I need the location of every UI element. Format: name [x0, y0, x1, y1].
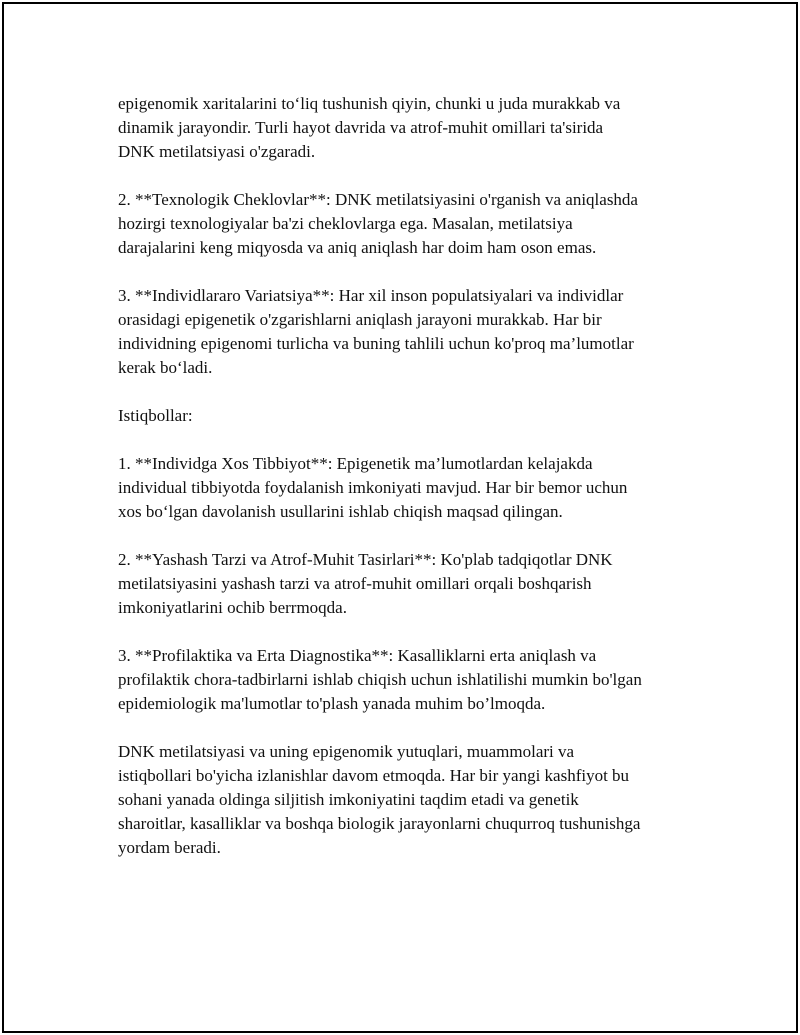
section-heading-prospects: Istiqbollar:: [118, 406, 193, 425]
paragraph-prevention-diagnostics: 3. **Profilaktika va Erta Diagnostika**: Kasalliklarni erta aniqlash va profilaktik chora-tadbirlarni ishlab chiqish uchun ishlatilishi mumkin bo'lgan epidemiologik ma'lumotlar to'plash yanada muhim bo’lmoqda.: [118, 646, 642, 713]
document-body: [118, 92, 698, 884]
paragraph-conclusion: DNK metilatsiyasi va uning epigenomik yutuqlari, muammolari va istiqbollari bo'yicha izlanishlar davom etmoqda. Har bir yangi kashfiyot bu sohani yanada oldinga siljitish imkoniyatini taqdim etadi va genetik sharoitlar, kasalliklar va boshqa biologik jarayonlarni chuqurroq tushunishga yordam beradi.: [118, 742, 641, 857]
paragraph-individual-variation: 3. **Individlararo Variatsiya**: Har xil inson populatsiyalari va individlar orasidagi epigenetik o'zgarishlarni aniqlash jarayoni murakkab. Har bir individning epigenomi turlicha va buning tahlili uchun ko'proq ma’lumotlar kerak bo‘ladi.: [118, 286, 634, 377]
paragraph-technological-limits: 2. **Texnologik Cheklovlar**: DNK metilatsiyasini o'rganish va aniqlashda hozirgi texnologiyalar ba'zi cheklovlarga ega. Masalan, metilatsiya darajalarini keng miqyosda va aniq aniqlash har doim ham oson emas.: [118, 190, 638, 257]
paragraph-lifestyle-environment: 2. **Yashash Tarzi va Atrof-Muhit Tasirlari**: Ko'plab tadqiqotlar DNK metilatsiyasini yashash tarzi va atrof-muhit omillari orqali boshqarish imkoniyatlarini ochib berrmoqda.: [118, 550, 613, 617]
paragraph-epigenomic-maps: epigenomik xaritalarini to‘liq tushunish qiyin, chunki u juda murakkab va dinamik jarayondir. Turli hayot davrida va atrof-muhit omillari ta'sirida DNK metilatsiyasi o'zgaradi.: [118, 94, 621, 161]
paragraph-personalized-medicine: 1. **Individga Xos Tibbiyot**: Epigenetik ma’lumotlardan kelajakda individual tibbiyotda foydalanish imkoniyati mavjud. Har bir bemor uchun xos bo‘lgan davolanish usullarini ishlab chiqish maqsad qilingan.: [118, 454, 628, 521]
